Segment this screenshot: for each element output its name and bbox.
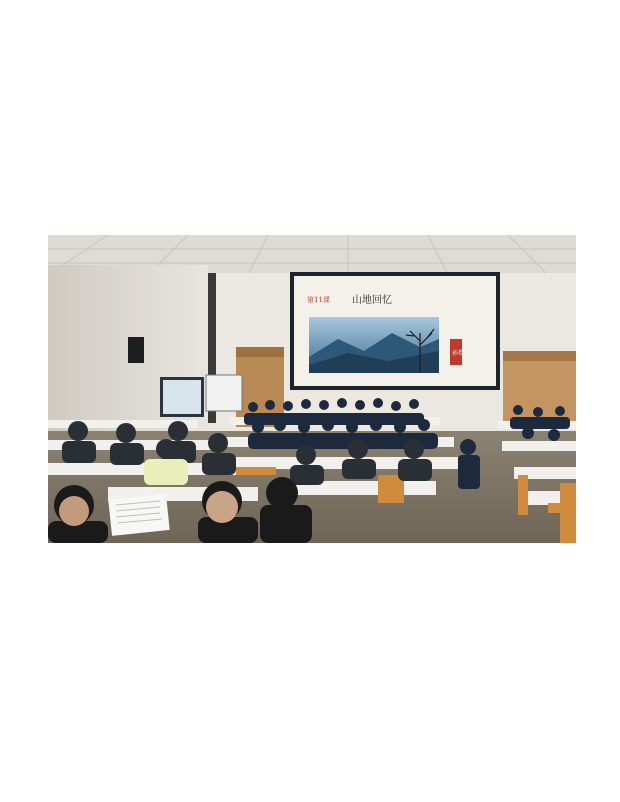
- classroom-photo: [48, 235, 576, 543]
- classroom-photo-illustration: [48, 235, 576, 543]
- slide-lesson-number: 第11课: [307, 296, 330, 304]
- slide-title: 山地回忆: [352, 295, 392, 306]
- slide-author-stamp: 孙犁: [452, 350, 465, 357]
